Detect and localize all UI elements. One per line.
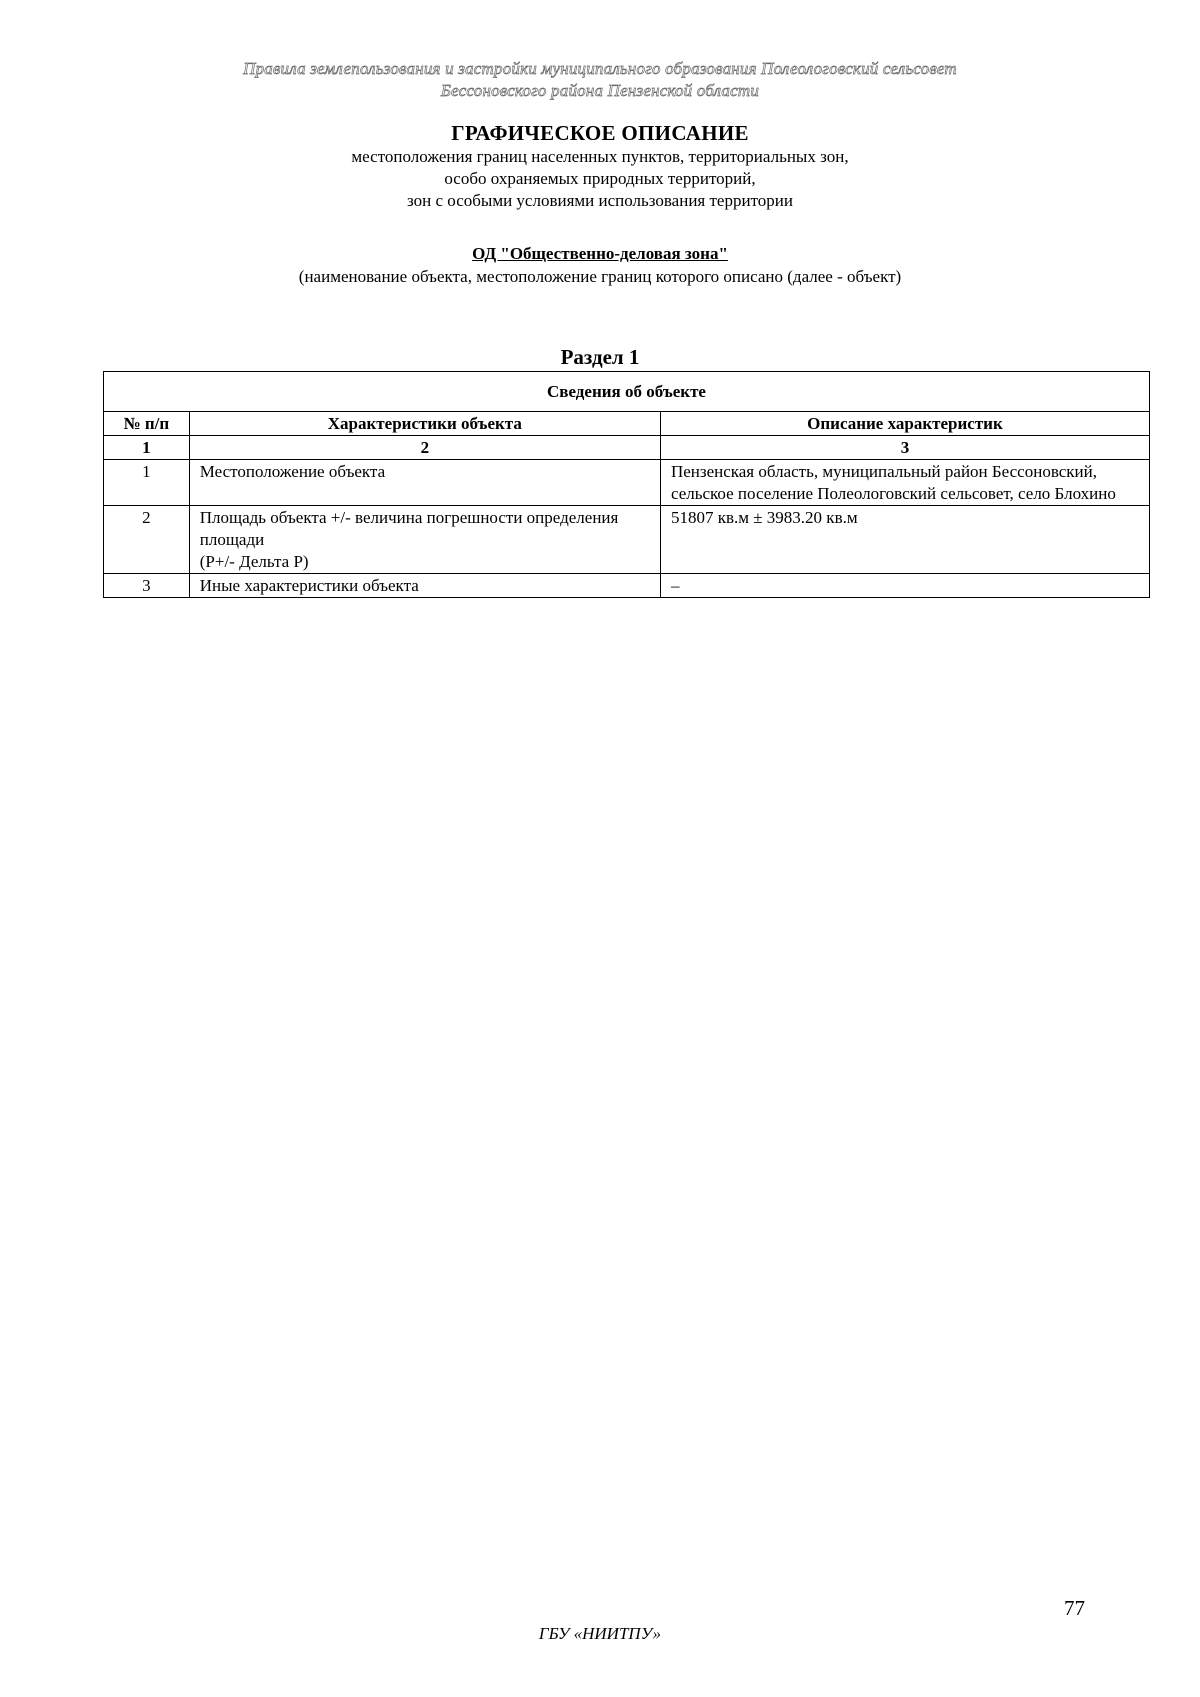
column-number-3: 3 [660, 436, 1149, 460]
header-characteristic: Характеристики объекта [189, 412, 660, 436]
object-name: ОД "Общественно-деловая зона" [472, 244, 728, 263]
object-info-table [103, 371, 1150, 598]
section-title: Раздел 1 [560, 345, 640, 369]
running-header-line-1: Правила землепользования и застройки муниципального образования Полеологовский сельсовет [243, 59, 957, 78]
header-description: Описание характеристик [660, 412, 1149, 436]
row-characteristic-text: Площадь объекта +/- величина погрешности определения площади [199, 508, 619, 549]
row-number: 2 [104, 506, 190, 574]
column-number-row [104, 436, 1150, 460]
running-header-line-2: Бессоновского района Пензенской области [440, 81, 760, 100]
table-row [104, 506, 1150, 574]
table-row [104, 574, 1150, 598]
document-subtitle-line-1: местоположения границ населенных пунктов, территориальных зон, [351, 147, 849, 166]
page-footer: ГБУ «НИИТПУ» [538, 1624, 662, 1643]
running-header [0, 58, 1200, 102]
table-header-row [104, 412, 1150, 436]
table-caption-row [104, 372, 1150, 412]
row-characteristic: Местоположение объекта [189, 460, 660, 506]
title-block [0, 120, 1200, 212]
column-number-2: 2 [189, 436, 660, 460]
row-characteristic-formula: (Р+/- Дельта Р) [199, 552, 309, 571]
row-characteristic: Иные характеристики объекта [189, 574, 660, 598]
page-number: 77 [1064, 1596, 1085, 1620]
row-description: Пензенская область, муниципальный район Бессоновский, сельское поселение Полеологовский сельсовет, село Блохино [660, 460, 1149, 506]
document-subtitle-line-2: особо охраняемых природных территорий, [444, 169, 756, 188]
column-number-1: 1 [104, 436, 190, 460]
document-subtitle-line-3: зон с особыми условиями использования территории [407, 191, 793, 210]
row-number: 3 [104, 574, 190, 598]
row-description: 51807 кв.м ± 3983.20 кв.м [660, 506, 1149, 574]
object-name-note: (наименование объекта, местоположение границ которого описано (далее - объект) [298, 267, 902, 286]
row-characteristic [189, 506, 660, 574]
row-number: 1 [104, 460, 190, 506]
row-description: – [660, 574, 1149, 598]
table-caption: Сведения об объекте [104, 372, 1150, 412]
header-number: № п/п [104, 412, 190, 436]
table-row [104, 460, 1150, 506]
document-title: ГРАФИЧЕСКОЕ ОПИСАНИЕ [451, 121, 749, 145]
